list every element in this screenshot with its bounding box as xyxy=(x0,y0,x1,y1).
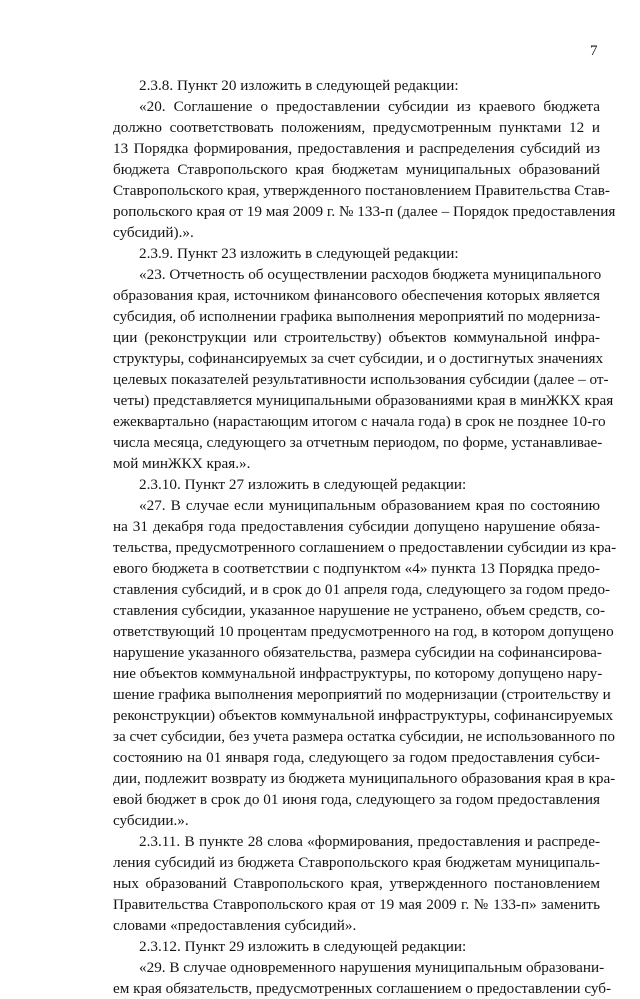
text-line: «23. Отчетность об осуществлении расходов бюджета муниципального xyxy=(139,266,602,283)
text-line: состоянию на 01 января года, следующего за годом предоставления субси- xyxy=(113,749,600,766)
text-line: субсидия, об исполнении графика выполнения мероприятий по модерниза- xyxy=(113,308,601,325)
text-line: «29. В случае одновременного нарушения муниципальным образовани- xyxy=(139,959,605,976)
text-line: нарушение указанного обязательства, размера субсидии на софинансирова- xyxy=(113,644,602,661)
text-line: «20. Соглашение о предоставлении субсидии из краевого бюджета xyxy=(139,98,600,115)
text-line: четы) представляется муниципальными образованиями края в минЖКХ края xyxy=(113,392,614,409)
text-line: ответствующий 10 процентам предусмотренного на год, в котором допущено xyxy=(113,623,614,640)
text-line: должно соответствовать положениям, предусмотренным пунктами 12 и xyxy=(113,119,600,136)
text-line: реконструкции) объектов коммунальной инфраструктуры, софинансируемых xyxy=(113,707,614,724)
text-line: ставления субсидии, указанное нарушение не устранено, объем средств, со- xyxy=(113,602,606,619)
text-line: тельства, предусмотренного соглашением о предоставлении субсидии из кра- xyxy=(113,539,617,556)
text-line: «27. В случае если муниципальным образованием края по состоянию xyxy=(139,497,600,514)
text-line: целевых показателей результативности использования субсидии (далее – от- xyxy=(113,371,609,388)
text-line: образования края, источником финансового обеспечения которых является xyxy=(113,287,600,304)
text-line: мой минЖКХ края.». xyxy=(113,455,251,472)
text-line: Правительства Ставропольского края от 19 мая 2009 г. № 133-п» заменить xyxy=(113,896,600,913)
text-line: числа месяца, следующего за отчетным периодом, по форме, устанавливае- xyxy=(113,434,603,451)
text-line: ции (реконструкции или строительству) объектов коммунальной инфра- xyxy=(113,329,600,346)
text-line: Ставропольского края, утвержденного постановлением Правительства Став- xyxy=(113,182,610,199)
text-line: субсидий).». xyxy=(113,224,194,241)
text-line: 2.3.11. В пункте 28 слова «формирования, предоставления и распреде- xyxy=(139,833,600,850)
text-line: ных образований Ставропольского края, утвержденного постановлением xyxy=(113,875,600,892)
text-line: ропольского края от 19 мая 2009 г. № 133-п (далее – Порядок предоставления xyxy=(113,203,616,220)
document-body xyxy=(113,75,617,999)
page-number: 7 xyxy=(590,43,598,59)
text-line: словами «предоставления субсидий». xyxy=(113,917,357,934)
text-line: на 31 декабря года предоставления субсидии допущено нарушение обяза- xyxy=(113,518,600,535)
text-line: ние объектов коммунальной инфраструктуры, по которому допущено нару- xyxy=(113,665,603,682)
text-line: за счет субсидии, без учета размера остатка субсидии, не использованного по xyxy=(113,728,615,745)
text-line: 2.3.9. Пункт 23 изложить в следующей редакции: xyxy=(139,245,459,262)
text-line: 2.3.10. Пункт 27 изложить в следующей редакции: xyxy=(139,476,467,493)
text-line: дии, подлежит возврату из бюджета муниципального образования края в кра- xyxy=(113,770,616,787)
text-line: бюджета Ставропольского края бюджетам муниципальных образований xyxy=(113,161,600,178)
text-line: ем края обязательств, предусмотренных соглашением о предоставлении суб- xyxy=(113,980,612,997)
text-line: евой бюджет в срок до 01 июня года, следующего за годом предоставления xyxy=(113,791,600,808)
text-line: ежеквартально (нарастающим итогом с начала года) в срок не позднее 10-го xyxy=(113,413,606,430)
text-line: субсидии.». xyxy=(113,812,189,829)
text-line: ления субсидий из бюджета Ставропольского края бюджетам муниципаль- xyxy=(113,854,600,871)
text-line: 13 Порядка формирования, предоставления и распределения субсидий из xyxy=(113,140,600,157)
text-line: евого бюджета в соответствии с подпунктом «4» пункта 13 Порядка предо- xyxy=(113,560,600,577)
text-line: 2.3.12. Пункт 29 изложить в следующей редакции: xyxy=(139,938,467,955)
text-line: ставления субсидий, и в срок до 01 апреля года, следующего за годом предо- xyxy=(113,581,611,598)
text-line: 2.3.8. Пункт 20 изложить в следующей редакции: xyxy=(139,77,459,94)
text-line: структуры, софинансируемых за счет субсидии, и о достигнутых значениях xyxy=(113,350,604,367)
text-line: шение графика выполнения мероприятий по модернизации (строительству и xyxy=(113,686,611,703)
